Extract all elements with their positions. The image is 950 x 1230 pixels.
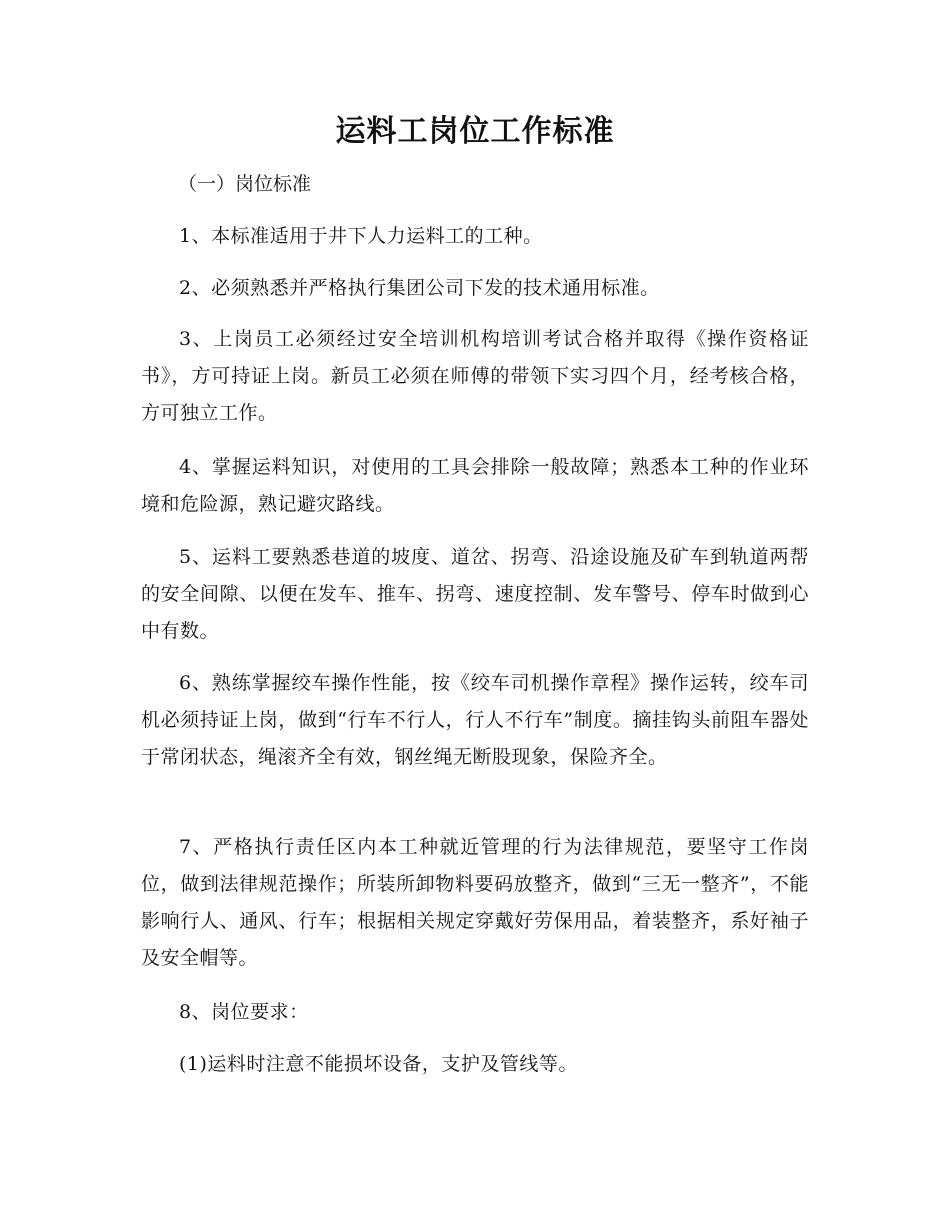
document-title: 运料工岗位工作标准 <box>335 114 615 149</box>
paragraph-2: 2、必须熟悉并严格执行集团公司下发的技术通用标准。 <box>179 277 660 299</box>
section-heading: （一）岗位标准 <box>178 173 312 195</box>
paragraph-7: 7、严格执行责任区内本工种就近管理的行为法律规范，要坚守工作岗位，做到法律规范操作；所装所卸物料要码放整齐，做到“三无一整齐”，不能影响行人、通风、行车；根据相关规定穿戴好劳保用品，着装整齐，系好袖子及安全帽等。 <box>141 836 809 969</box>
paragraph-4: 4、掌握运料知识，对使用的工具会排除一般故障；熟悉本工种的作业环境和危险源，熟记避灾路线。 <box>141 456 809 515</box>
paragraph-1: 1、本标准适用于井下人力运料工的工种。 <box>179 225 543 247</box>
paragraph-9: (1)运料时注意不能损坏设备，支护及管线等。 <box>179 1053 578 1075</box>
paragraph-6: 6、熟练掌握绞车操作性能，按《绞车司机操作章程》操作运转，绞车司机必须持证上岗，做到“行车不行人，行人不行车”制度。摘挂钩头前阻车器处于常闭状态，绳滚齐全有效，钢丝绳无断股现象，保险齐全。 <box>141 672 809 768</box>
paragraph-3: 3、上岗员工必须经过安全培训机构培训考试合格并取得《操作资格证书》，方可持证上岗。新员工必须在师傅的带领下实习四个月，经考核合格，方可独立工作。 <box>141 328 809 424</box>
paragraph-5: 5、运料工要熟悉巷道的坡度、道岔、拐弯、沿途设施及矿车到轨道两帮的安全间隙、以便在发车、推车、拐弯、速度控制、发车警号、停车时做到心中有数。 <box>141 546 809 642</box>
paragraph-8: 8、岗位要求： <box>179 1001 309 1023</box>
